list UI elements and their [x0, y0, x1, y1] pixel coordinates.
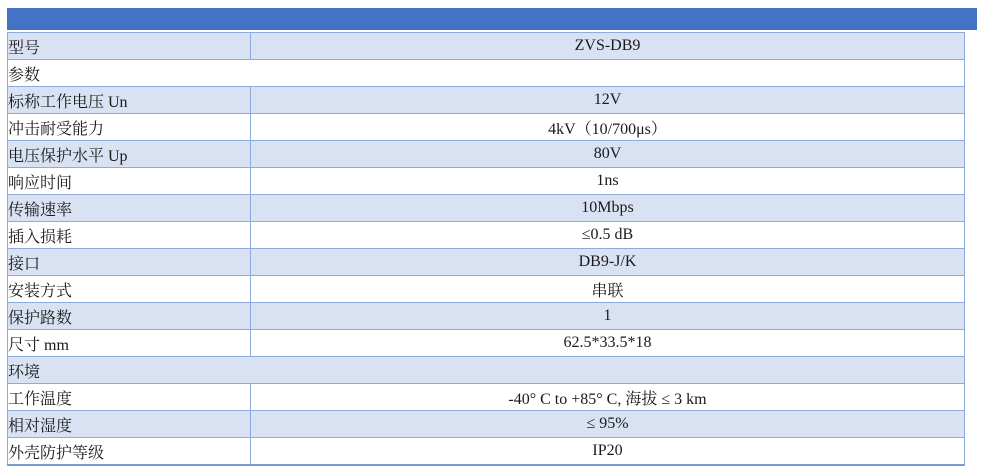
table-row-impulse-withstand — [8, 114, 965, 141]
spec-label: 相对湿度 — [8, 411, 251, 438]
spec-label: 安装方式 — [8, 276, 251, 303]
table-row-protection-level — [8, 141, 965, 168]
spec-label: 标称工作电压 Un — [8, 87, 251, 114]
spec-value: 62.5*33.5*18 — [251, 330, 965, 357]
table-title-bar — [7, 8, 977, 30]
spec-label: 电压保护水平 Up — [8, 141, 251, 168]
table-row-transmission-rate — [8, 195, 965, 222]
section-row-parameters — [8, 60, 965, 87]
table-row-model — [8, 33, 965, 60]
spec-value: 串联 — [251, 276, 965, 303]
spec-value: 1 — [251, 303, 965, 330]
spec-table — [7, 32, 965, 466]
spec-value: IP20 — [251, 438, 965, 466]
spec-label: 工作温度 — [8, 384, 251, 411]
spec-value: -40° C to +85° C, 海拔 ≤ 3 km — [251, 384, 965, 411]
spec-value: 4kV（10/700μs） — [251, 114, 965, 141]
table-row-ingress-protection — [8, 438, 965, 466]
table-row-response-time — [8, 168, 965, 195]
spec-value: 10Mbps — [251, 195, 965, 222]
spec-value: ≤0.5 dB — [251, 222, 965, 249]
spec-value: 1ns — [251, 168, 965, 195]
spec-label: 尺寸 mm — [8, 330, 251, 357]
spec-value: ≤ 95% — [251, 411, 965, 438]
table-row-relative-humidity — [8, 411, 965, 438]
section-title: 参数 — [8, 60, 965, 87]
table-row-protected-lines — [8, 303, 965, 330]
spec-label: 插入损耗 — [8, 222, 251, 249]
table-row-insertion-loss — [8, 222, 965, 249]
spec-value: ZVS-DB9 — [251, 33, 965, 60]
section-row-environment — [8, 357, 965, 384]
table-row-operating-temperature — [8, 384, 965, 411]
spec-value: DB9-J/K — [251, 249, 965, 276]
table-row-nominal-voltage — [8, 87, 965, 114]
spec-value: 80V — [251, 141, 965, 168]
spec-label: 保护路数 — [8, 303, 251, 330]
spec-value: 12V — [251, 87, 965, 114]
spec-label: 响应时间 — [8, 168, 251, 195]
spec-label: 冲击耐受能力 — [8, 114, 251, 141]
table-row-interface — [8, 249, 965, 276]
spec-label: 接口 — [8, 249, 251, 276]
spec-label: 型号 — [8, 33, 251, 60]
table-row-installation — [8, 276, 965, 303]
section-title: 环境 — [8, 357, 965, 384]
spec-label: 外壳防护等级 — [8, 438, 251, 466]
table-row-dimensions — [8, 330, 965, 357]
spec-label: 传输速率 — [8, 195, 251, 222]
